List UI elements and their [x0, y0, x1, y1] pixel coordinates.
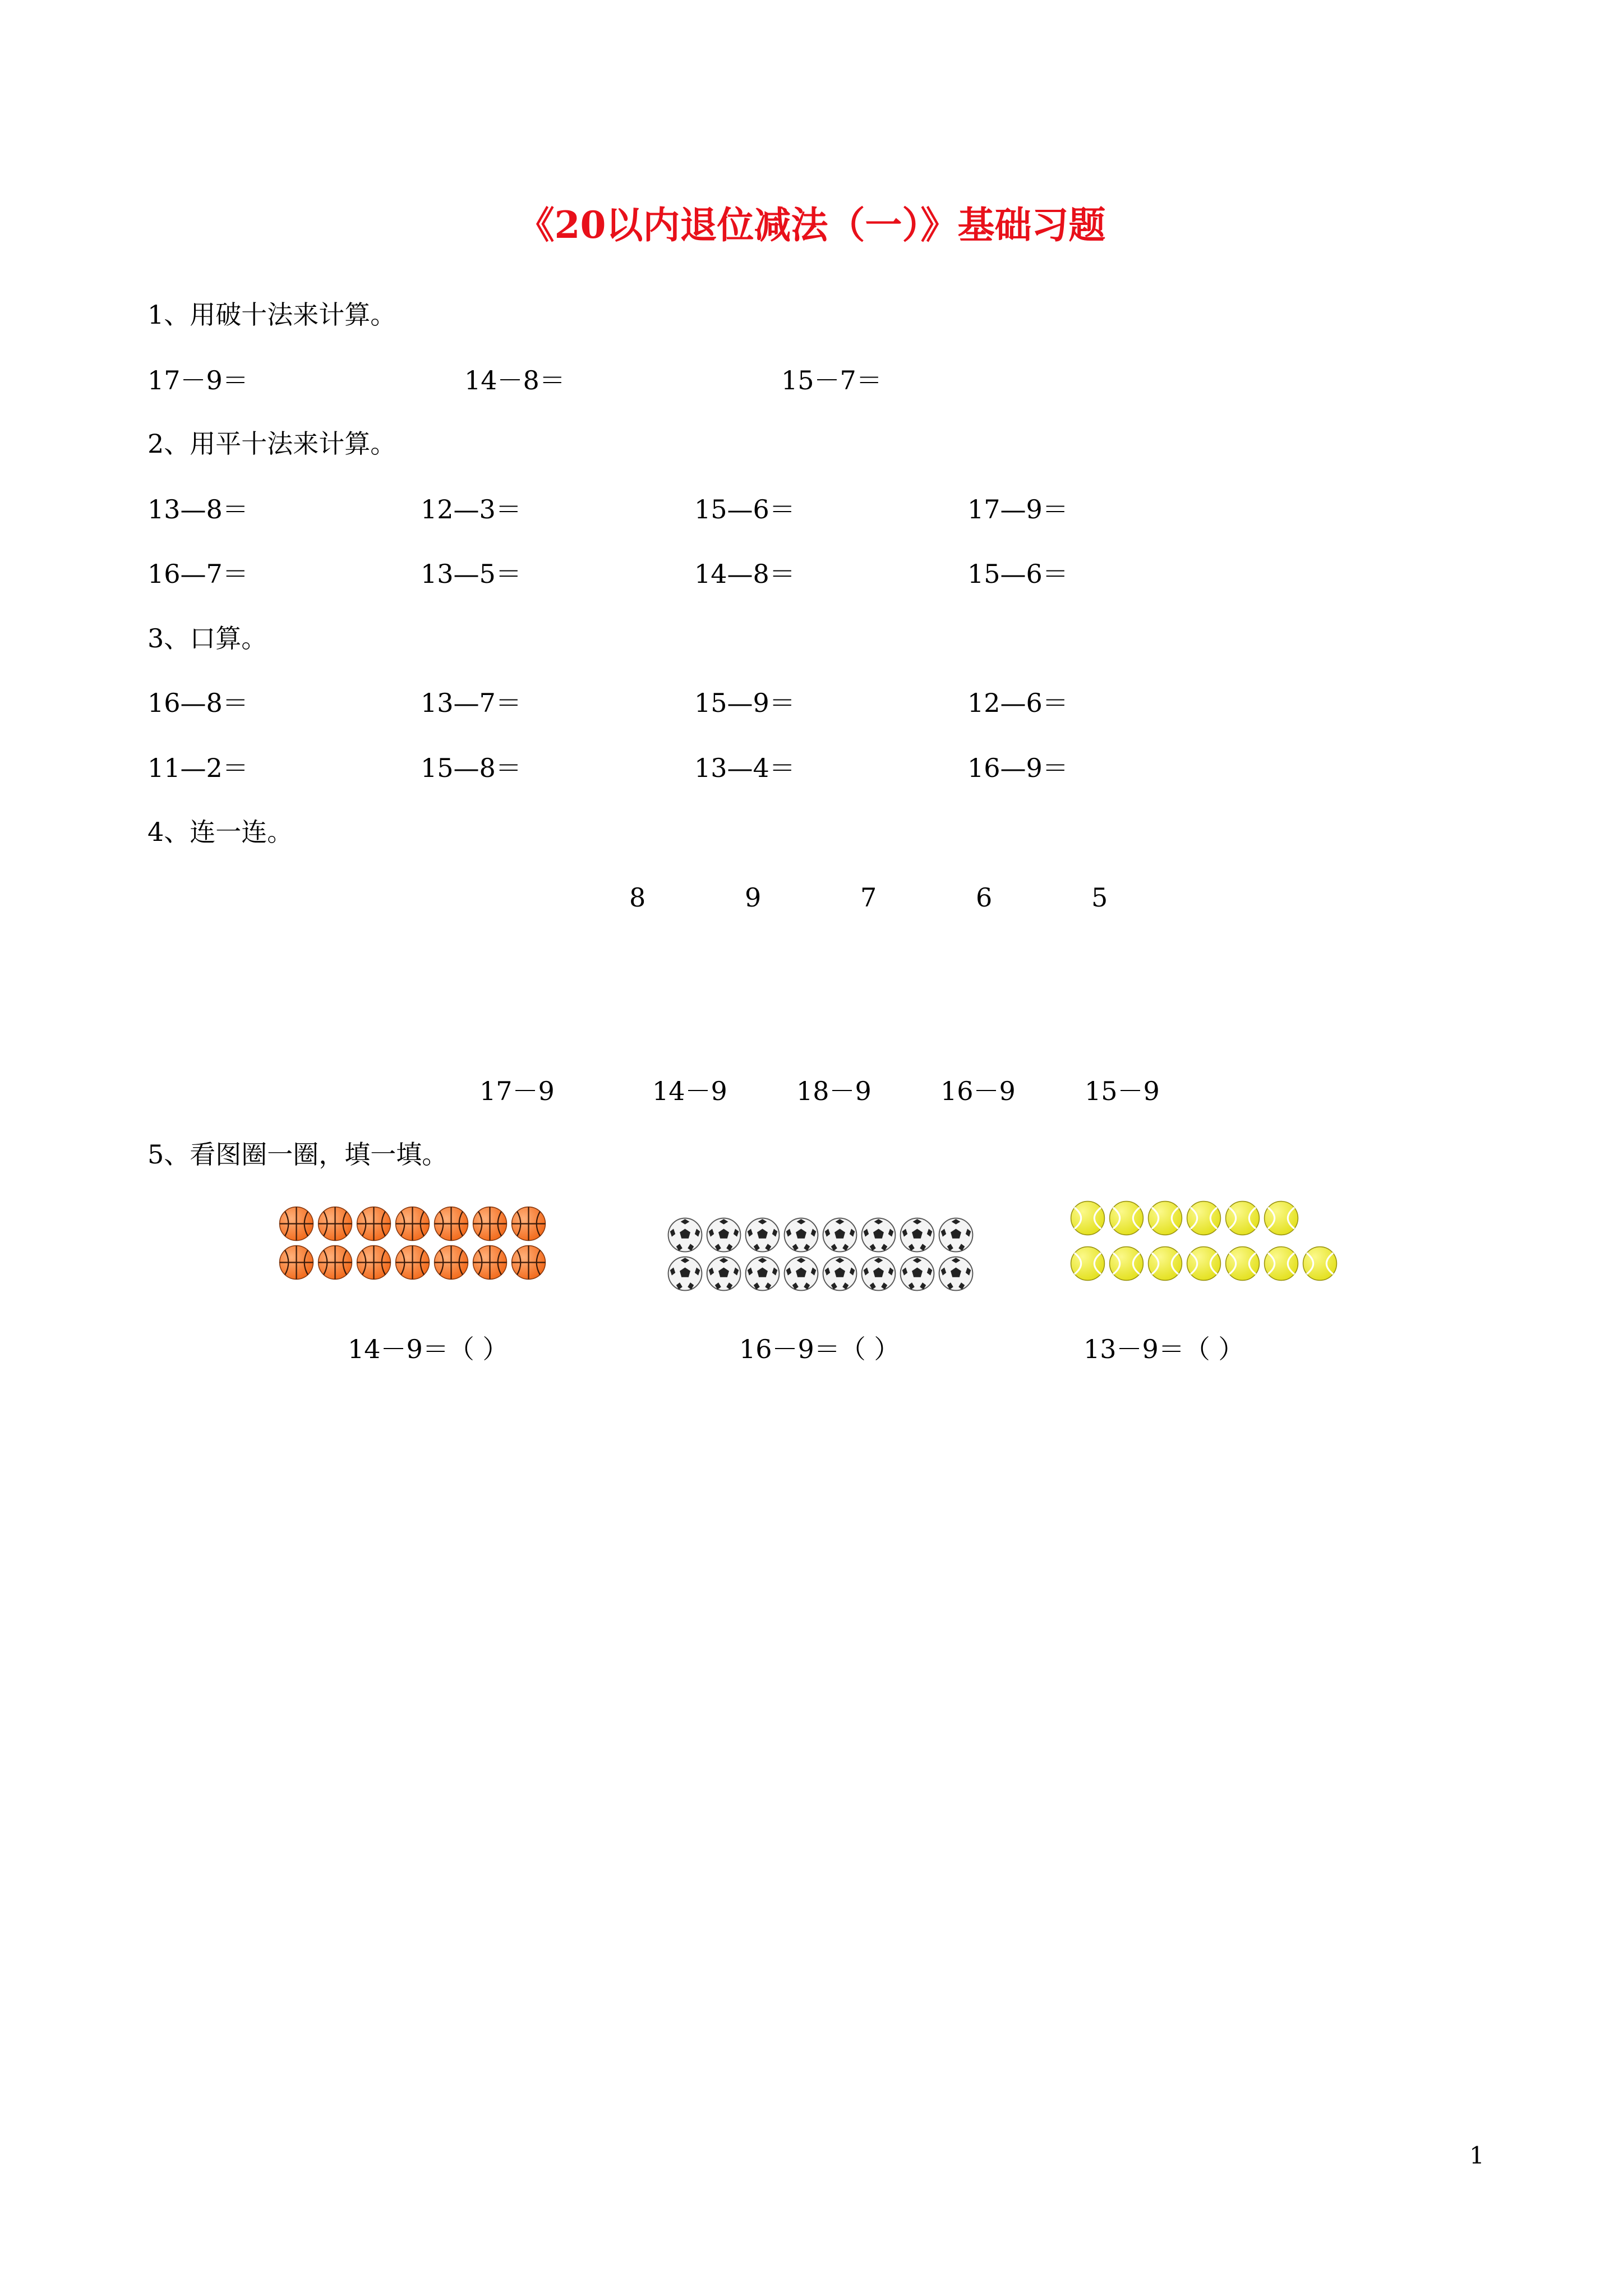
soccer-ball-icon[interactable]: [745, 1217, 780, 1253]
match-answer[interactable]: 9: [745, 882, 762, 913]
soccer-ball-icon[interactable]: [938, 1256, 974, 1291]
basketball-icon[interactable]: [472, 1245, 508, 1280]
soccer-ball-icon[interactable]: [900, 1217, 935, 1253]
soccer-ball-icon[interactable]: [938, 1217, 974, 1253]
section-3-heading: 3、口算。: [147, 623, 268, 654]
soccer-ball-icon[interactable]: [822, 1217, 857, 1253]
tennis-ball-icon[interactable]: [1225, 1200, 1260, 1236]
basketball-icon[interactable]: [279, 1245, 314, 1280]
section-5-heading: 5、看图圈一圈，填一填。: [147, 1139, 448, 1170]
page-number: 1: [1469, 2142, 1484, 2169]
ball-row: [279, 1245, 546, 1280]
basketball-icon[interactable]: [395, 1245, 430, 1280]
soccer-ball-icon[interactable]: [900, 1256, 935, 1291]
soccer-ball-icon[interactable]: [667, 1217, 703, 1253]
basketball-icon[interactable]: [511, 1245, 546, 1280]
soccer-ball-icon[interactable]: [706, 1217, 741, 1253]
basketball-icon[interactable]: [317, 1245, 353, 1280]
s2-equation: 16—7＝: [147, 559, 248, 589]
soccer-ball-icon[interactable]: [783, 1256, 819, 1291]
soccer-ball-group[interactable]: [667, 1217, 974, 1291]
s2-equation: 14—8＝: [694, 559, 795, 589]
s3-equation: 16—9＝: [967, 753, 1068, 783]
tennis-ball-icon[interactable]: [1109, 1200, 1144, 1236]
soccer-ball-icon[interactable]: [745, 1256, 780, 1291]
s1-equation-3: 15－7＝: [781, 365, 882, 395]
tennis-ball-icon[interactable]: [1264, 1200, 1299, 1236]
s5-equation-2[interactable]: 16－9＝（ ）: [739, 1334, 900, 1364]
s5-equation-3[interactable]: 13－9＝（ ）: [1083, 1334, 1244, 1364]
match-answer[interactable]: 6: [976, 882, 993, 913]
basketball-icon[interactable]: [395, 1206, 430, 1241]
basketball-icon[interactable]: [434, 1245, 469, 1280]
s2-equation: 12—3＝: [421, 494, 522, 524]
section-2-heading: 2、用平十法来计算。: [147, 429, 396, 459]
tennis-ball-group[interactable]: [1070, 1200, 1338, 1281]
s3-equation: 13—7＝: [421, 688, 522, 718]
s2-equation: 15—6＝: [967, 559, 1068, 589]
s2-equation: 17—9＝: [967, 494, 1068, 524]
s3-equation: 16—8＝: [147, 688, 248, 718]
match-expression[interactable]: 17－9: [479, 1076, 555, 1106]
match-expression[interactable]: 15－9: [1085, 1076, 1160, 1106]
soccer-ball-icon[interactable]: [783, 1217, 819, 1253]
basketball-icon[interactable]: [472, 1206, 508, 1241]
basketball-icon[interactable]: [356, 1206, 391, 1241]
ball-row: [667, 1256, 974, 1291]
section-1-heading: 1、用破十法来计算。: [147, 300, 396, 330]
s1-equation-1: 17－9＝: [147, 365, 248, 395]
tennis-ball-icon[interactable]: [1109, 1246, 1144, 1281]
tennis-ball-icon[interactable]: [1070, 1246, 1105, 1281]
s1-equation-2: 14－8＝: [464, 365, 565, 395]
soccer-ball-icon[interactable]: [861, 1256, 896, 1291]
soccer-ball-icon[interactable]: [667, 1256, 703, 1291]
soccer-ball-icon[interactable]: [861, 1217, 896, 1253]
section-4-heading: 4、连一连。: [147, 817, 293, 847]
s5-equation-1[interactable]: 14－9＝（ ）: [348, 1334, 509, 1364]
tennis-ball-icon[interactable]: [1147, 1200, 1183, 1236]
tennis-ball-icon[interactable]: [1186, 1246, 1221, 1281]
ball-row: [1070, 1200, 1338, 1236]
s3-equation: 15—8＝: [421, 753, 522, 783]
basketball-icon[interactable]: [511, 1206, 546, 1241]
tennis-ball-icon[interactable]: [1264, 1246, 1299, 1281]
s3-equation: 13—4＝: [694, 753, 795, 783]
match-expression[interactable]: 18－9: [796, 1076, 872, 1106]
ball-row: [1070, 1246, 1338, 1281]
match-answer[interactable]: 7: [860, 882, 877, 913]
ball-row: [667, 1217, 974, 1253]
basketball-icon[interactable]: [279, 1206, 314, 1241]
basketball-group[interactable]: [279, 1206, 546, 1280]
basketball-icon[interactable]: [356, 1245, 391, 1280]
page-title: 《20以内退位减法（一）》基础习题: [517, 203, 1106, 247]
match-answer[interactable]: 8: [629, 882, 646, 913]
tennis-ball-icon[interactable]: [1302, 1246, 1338, 1281]
soccer-ball-icon[interactable]: [706, 1256, 741, 1291]
ball-row: [279, 1206, 546, 1241]
match-answer[interactable]: 5: [1091, 882, 1108, 913]
s3-equation: 12—6＝: [967, 688, 1068, 718]
basketball-icon[interactable]: [434, 1206, 469, 1241]
tennis-ball-icon[interactable]: [1225, 1246, 1260, 1281]
tennis-ball-icon[interactable]: [1186, 1200, 1221, 1236]
s2-equation: 13—5＝: [421, 559, 522, 589]
tennis-ball-icon[interactable]: [1070, 1200, 1105, 1236]
soccer-ball-icon[interactable]: [822, 1256, 857, 1291]
basketball-icon[interactable]: [317, 1206, 353, 1241]
s3-equation: 15—9＝: [694, 688, 795, 718]
match-expression[interactable]: 14－9: [652, 1076, 727, 1106]
match-expression[interactable]: 16－9: [940, 1076, 1016, 1106]
s2-equation: 15—6＝: [694, 494, 795, 524]
s2-equation: 13—8＝: [147, 494, 248, 524]
tennis-ball-icon[interactable]: [1147, 1246, 1183, 1281]
s3-equation: 11—2＝: [147, 753, 248, 783]
